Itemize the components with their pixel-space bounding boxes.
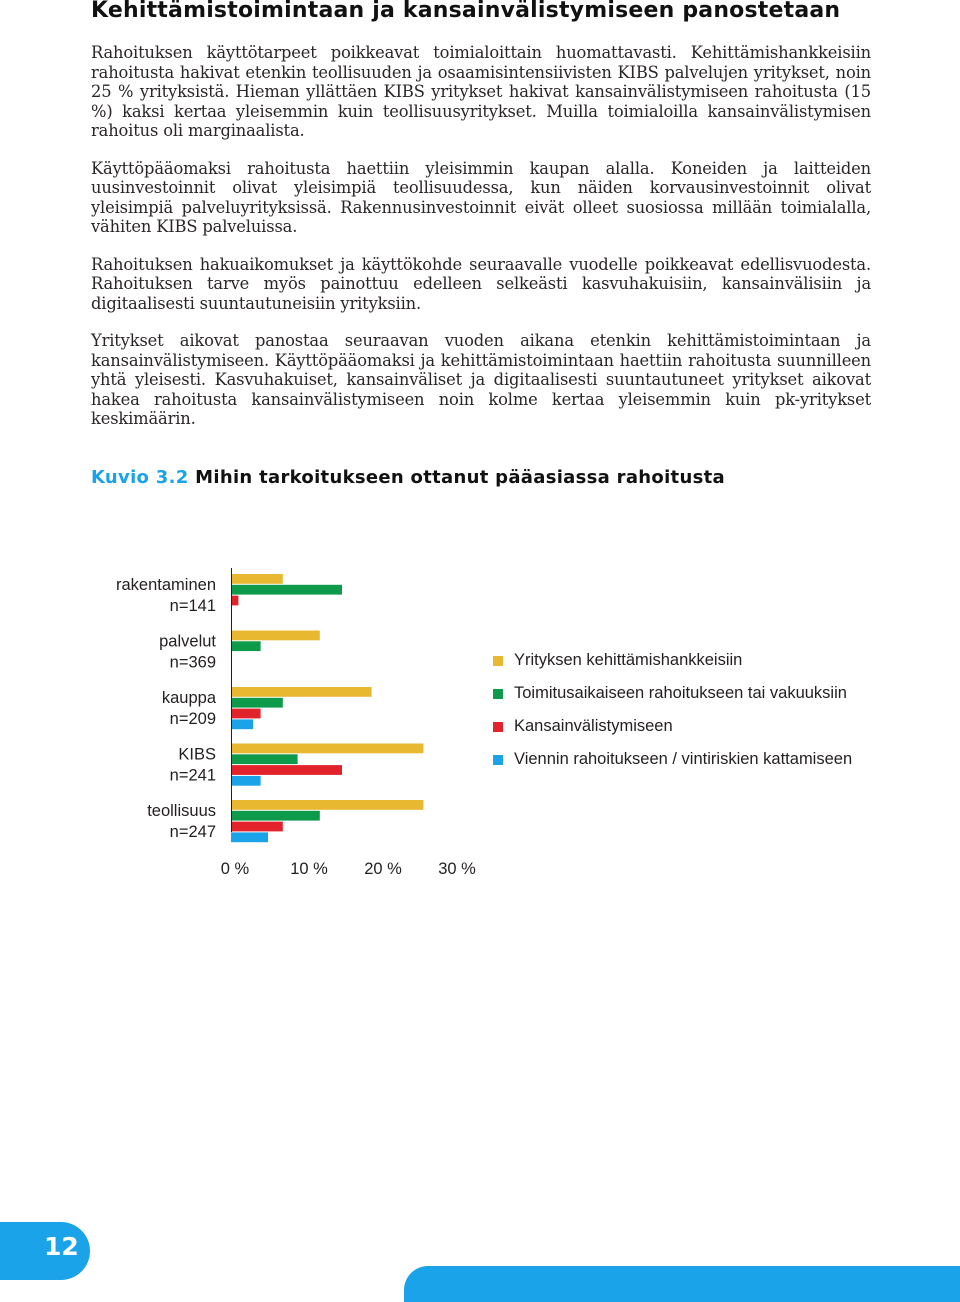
bar bbox=[231, 596, 238, 606]
category-label: rakentaminen bbox=[116, 576, 216, 594]
bar bbox=[231, 687, 372, 697]
bar bbox=[231, 811, 320, 821]
bar bbox=[231, 754, 298, 764]
category-n-label: n=141 bbox=[169, 597, 216, 615]
bar bbox=[231, 698, 283, 708]
category-n-label: n=209 bbox=[169, 710, 216, 728]
footer-band bbox=[404, 1266, 960, 1302]
legend-item bbox=[493, 710, 852, 743]
legend-swatch bbox=[493, 689, 503, 699]
legend-item bbox=[493, 644, 852, 677]
figure-number: Kuvio 3.2 bbox=[91, 467, 189, 488]
legend-item bbox=[493, 677, 852, 710]
paragraph-2: Käyttöpääomaksi rahoitusta haettiin yleisimmin kaupan alalla. Koneiden ja laitteiden uusinvestoinnit olivat yleisimpiä teollisuudessa, kun näiden korvausinvestoinnit olivat yleisimpiä palveluyrityksissä. Rakennusinvestoinnit eivät olleet suosiossa millään toimialalla, vähiten KIBS palveluissa. bbox=[91, 158, 871, 236]
category-label: kauppa bbox=[161, 689, 216, 707]
x-tick-label: 30 % bbox=[438, 860, 476, 878]
bar bbox=[231, 800, 423, 810]
legend-item bbox=[493, 743, 852, 776]
legend-label: Viennin rahoitukseen / vintiriskien kattamiseen bbox=[514, 750, 853, 768]
chart-legend bbox=[493, 644, 852, 776]
legend-swatch bbox=[493, 722, 503, 732]
category-label: palvelut bbox=[159, 632, 216, 651]
category-n-label: n=241 bbox=[169, 766, 216, 785]
legend-swatch bbox=[493, 755, 503, 765]
bar bbox=[231, 709, 261, 719]
page-number: 12 bbox=[44, 1232, 79, 1261]
x-tick-label: 10 % bbox=[290, 860, 328, 878]
body-text bbox=[91, 43, 871, 447]
paragraph-1: Rahoituksen käyttötarpeet poikkeavat toimialoittain huomattavasti. Kehittämishankkeisiin rahoitusta hakivat etenkin teollisuuden ja osaamisintensiivisten KIBS palvelujen yritykset, noin 25 % yrityksistä. Hieman yllättäen KIBS yritykset hakivat kansainvälistymiseen rahoitusta (15 %) kaksi kertaa yleisemmin kuin teollisuusyritykset. Muilla toimialoilla kansainvälistymisen rahoitus oli marginaalista. bbox=[91, 43, 871, 140]
x-tick-label: 0 % bbox=[220, 860, 250, 878]
category-n-label: n=369 bbox=[169, 653, 216, 672]
bar bbox=[231, 641, 261, 651]
paragraph-3: Rahoituksen hakuaikomukset ja käyttökohde seuraavalle vuodelle poikkeavat edellisvuodesta. Rahoituksen tarve myös painottuu edelleen selkeästi kasvuhakuisiin, kansainvälisiin ja digitaalisesti suuntautuneisiin yrityksiin. bbox=[91, 254, 871, 313]
bar bbox=[231, 574, 283, 584]
bar bbox=[231, 822, 283, 832]
legend-label: Toimitusaikaiseen rahoitukseen tai vakuuksiin bbox=[514, 684, 847, 702]
section-heading: Kehittämistoimintaan ja kansainvälistymiseen panostetaan bbox=[91, 0, 841, 23]
legend-swatch bbox=[493, 656, 503, 666]
bar bbox=[231, 744, 423, 754]
category-label: KIBS bbox=[178, 745, 216, 764]
bar bbox=[231, 765, 342, 775]
category-n-label: n=247 bbox=[169, 823, 216, 841]
legend-label: Kansainvälistymiseen bbox=[514, 717, 673, 735]
figure-caption: Mihin tarkoitukseen ottanut pääasiassa rahoitusta bbox=[195, 467, 725, 488]
bar bbox=[231, 585, 342, 595]
bar bbox=[231, 719, 253, 729]
category-label: teollisuus bbox=[147, 802, 216, 820]
figure-title bbox=[91, 467, 725, 488]
bar bbox=[231, 832, 268, 842]
bar bbox=[231, 631, 320, 641]
x-tick-label: 20 % bbox=[364, 860, 402, 878]
legend-label: Yrityksen kehittämishankkeisiin bbox=[514, 651, 743, 669]
bar bbox=[231, 776, 261, 786]
bar-chart bbox=[0, 540, 500, 890]
paragraph-4: Yritykset aikovat panostaa seuraavan vuoden aikana etenkin kehittämistoimintaan ja kansainvälistymiseen. Käyttöpääomaksi ja kehittämistoimintaan haettiin rahoitusta suunnilleen yhtä yleisesti. Kasvuhakuiset, kansainväliset ja digitaalisesti suuntautuneet yritykset aikovat hakea rahoitusta kansainvälistymiseen noin kolme kertaa yleisemmin kuin pk-yritykset keskimäärin. bbox=[91, 331, 871, 428]
